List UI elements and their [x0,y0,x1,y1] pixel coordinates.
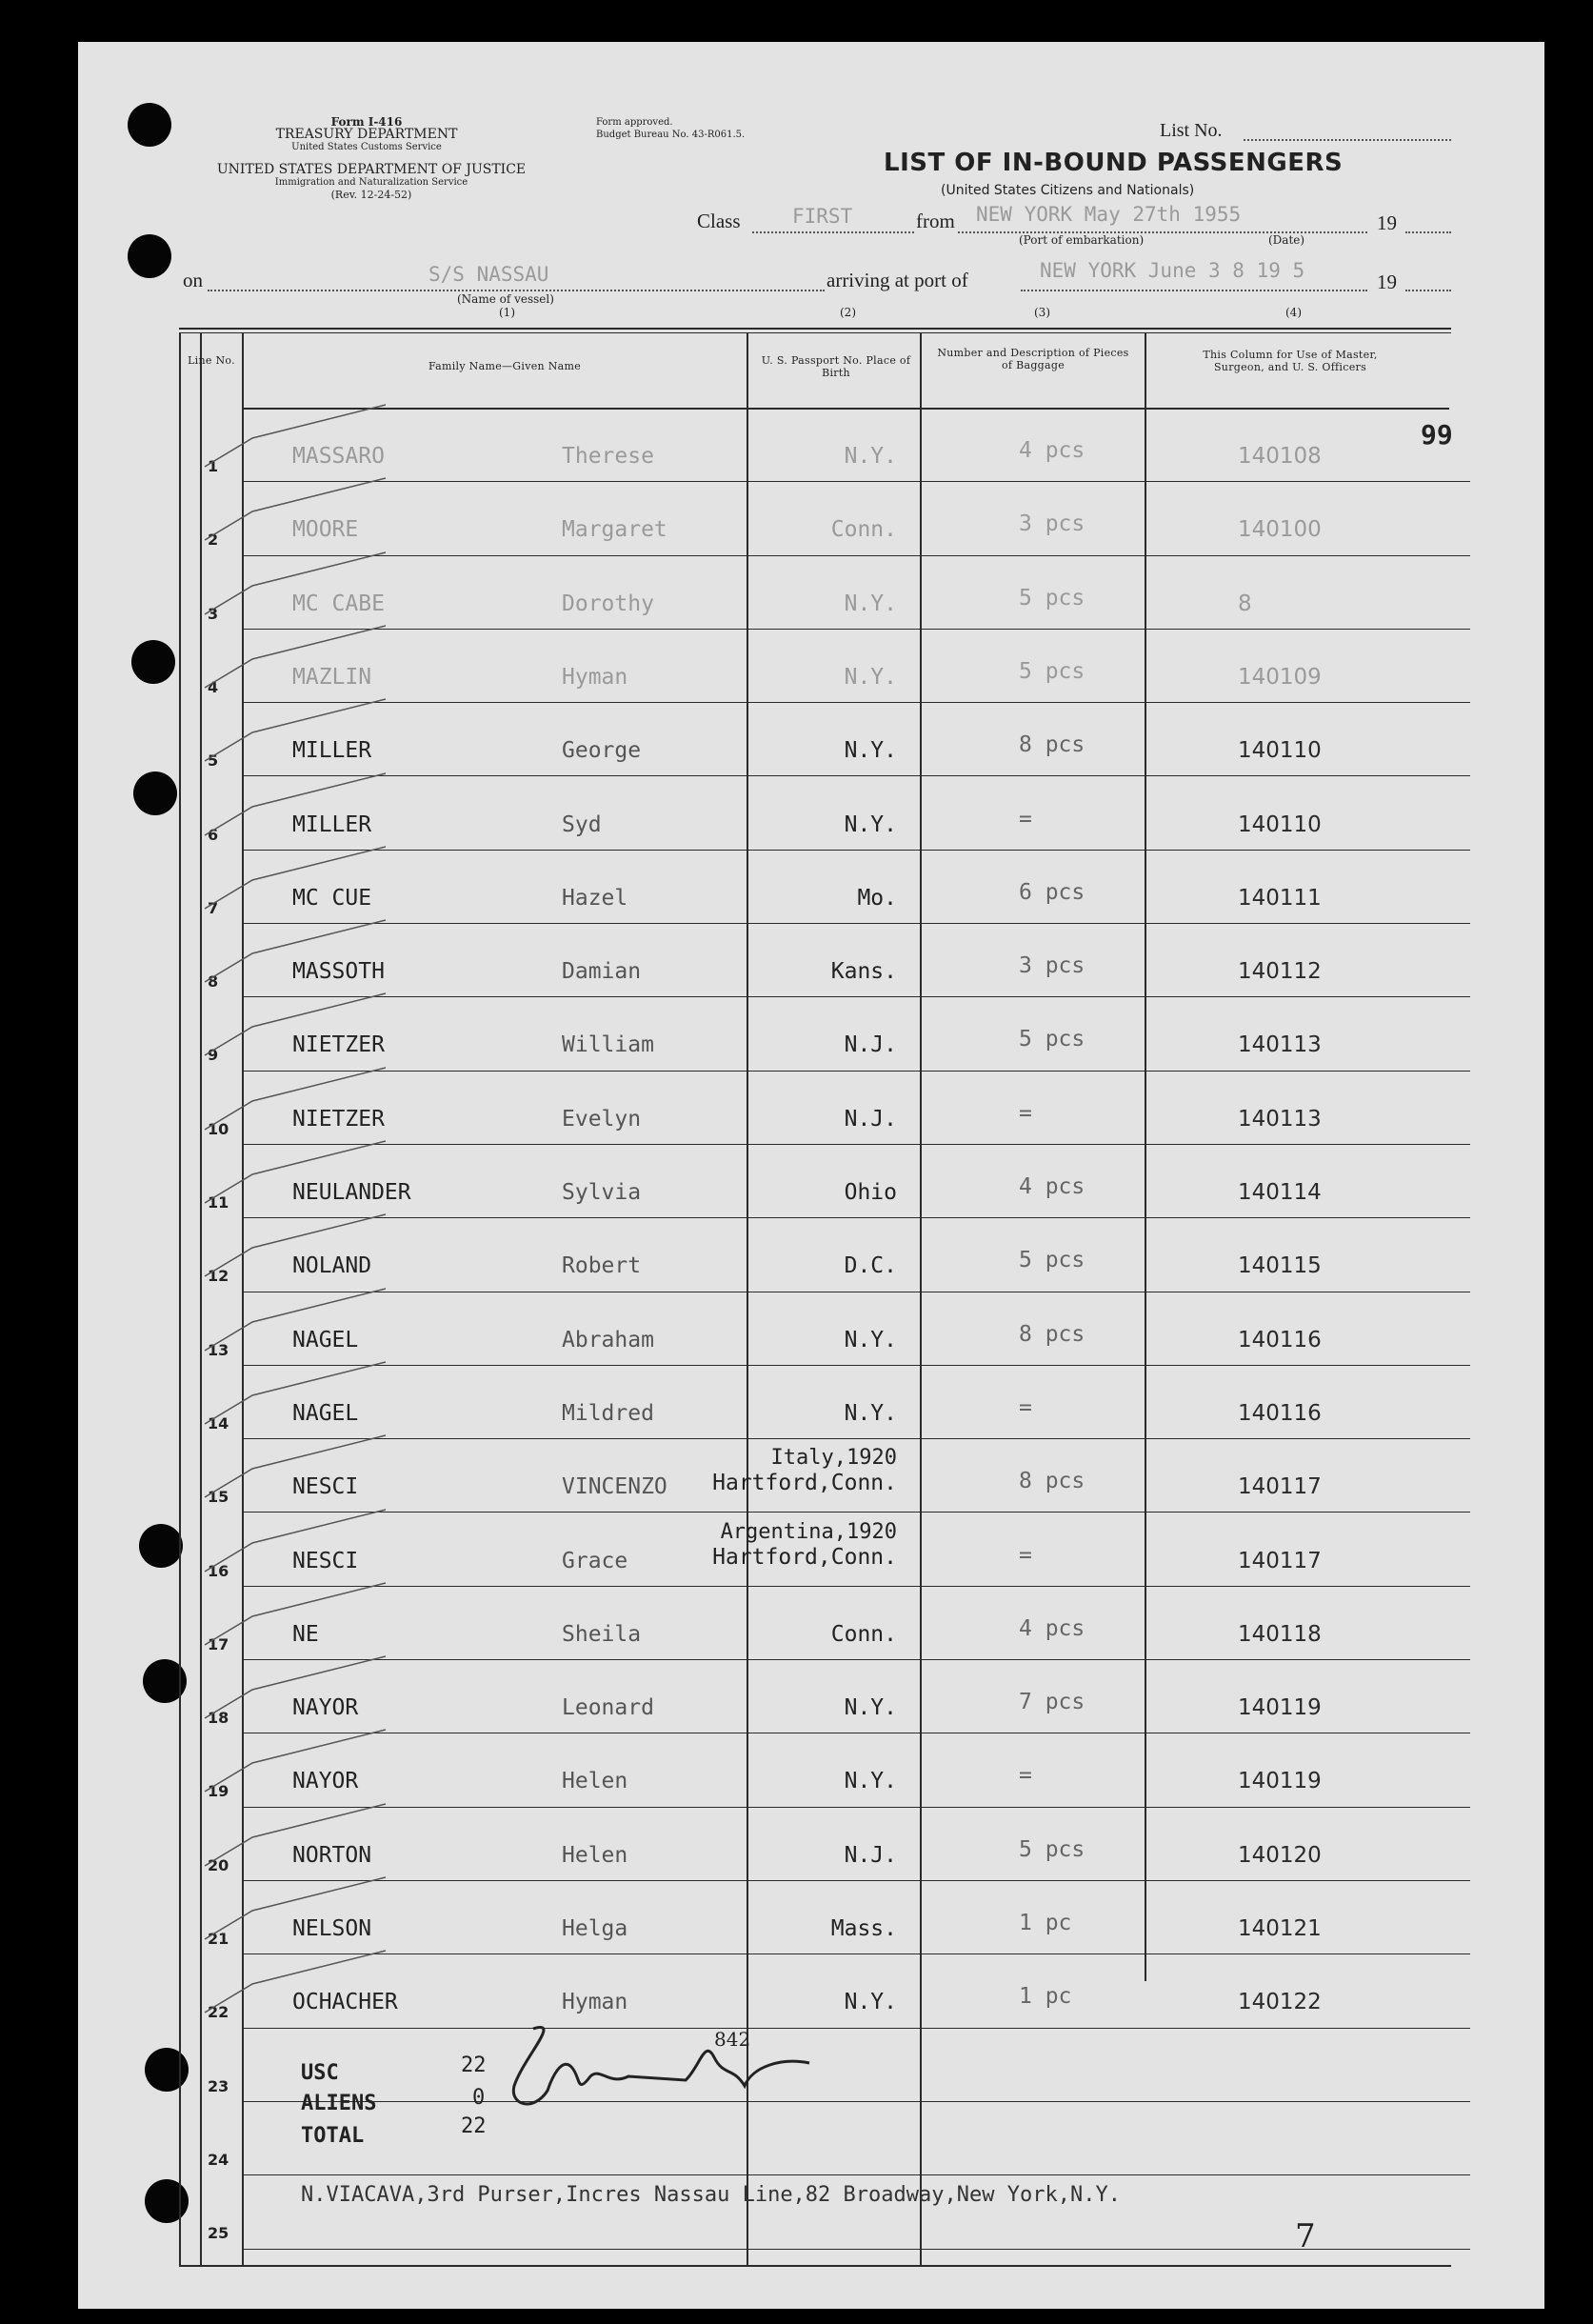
family-name: MILLER [292,811,372,837]
check-mark [195,1284,405,1360]
given-name: Syd [562,811,602,837]
row-rule [242,1071,1470,1072]
given-name: Robert [562,1253,642,1279]
baggage: 8 pcs [1019,732,1085,758]
officer-number: 140114 [1238,1180,1322,1205]
line-number: 14 [208,1413,229,1432]
family-name: NORTON [292,1842,372,1868]
family-name: NESCI [292,1474,359,1500]
usc-label: USC [301,2061,339,2085]
baggage: 3 pcs [1019,953,1085,979]
table-row [0,1440,1593,1513]
birth-place: Ohio [844,1180,897,1205]
birth-place: Mo. [857,885,897,911]
officer-number: 140119 [1238,1695,1322,1721]
baggage: 4 pcs [1019,1174,1085,1199]
line-number: 10 [208,1119,229,1138]
check-mark [195,1505,405,1581]
officer-number: 140110 [1238,811,1322,837]
form-approved: Form approved. [596,117,673,128]
row-rule [242,1144,1470,1145]
row-rule [242,1953,1470,1954]
caption-3: (3) [1034,306,1050,319]
birth-place: Kans. [830,959,897,985]
table-row [0,1809,1593,1882]
page-mark: 99 [1421,419,1453,451]
class-label: Class [697,210,741,232]
given-name: Leonard [562,1695,654,1721]
given-name: Sheila [562,1621,642,1647]
family-name: NAYOR [292,1769,359,1794]
birth-place: N.J. [844,1032,897,1058]
officer-number: 140110 [1238,738,1322,764]
officer-number: 140122 [1238,1990,1322,2015]
page-title: LIST OF IN-BOUND PASSENGERS [884,149,1344,177]
handwritten-signature [495,2000,838,2134]
row-rule [242,996,1470,997]
check-mark [195,1946,405,2022]
given-name: Helga [562,1916,628,1941]
line-number: 8 [208,972,219,992]
birth-place: N.Y. [844,1327,897,1352]
birth-place: Conn. [830,1621,897,1647]
family-name: MILLER [292,738,372,764]
family-name: MC CABE [292,591,385,616]
given-name: VINCENZO [562,1474,667,1500]
line-number: 23 [208,2076,229,2095]
budget-bureau: Budget Bureau No. 43-R061.5. [596,130,746,140]
table-row [0,410,1593,483]
birth-place: Conn. [830,517,897,543]
officer-number: 140116 [1238,1400,1322,1426]
baggage: 5 pcs [1019,1248,1085,1273]
baggage: 4 pcs [1019,1615,1085,1641]
family-name: MAZLIN [292,664,372,690]
baggage: 3 pcs [1019,511,1085,537]
birth-place: Hartford,Conn. [712,1544,897,1570]
given-name: Hyman [562,1990,628,2015]
given-name: Helen [562,1769,628,1794]
row-rule [242,1659,1470,1660]
date-caption: (Date) [1268,233,1305,247]
table-row [0,631,1593,704]
row-rule [242,1512,1470,1513]
row-rule [242,2101,1470,2102]
line-number: 20 [208,1855,229,1874]
col-name: Family Name—Given Name [428,360,582,372]
page-subtitle: (United States Citizens and Nationals) [941,183,1195,198]
row-rule [242,850,1470,851]
check-mark [195,1431,405,1507]
given-name: William [562,1032,654,1058]
row-rule [242,1438,1470,1439]
immigration-service: Immigration and Naturalization Service [274,177,468,188]
purser-footer: N.VIACAVA,3rd Purser,Incres Nassau Line,82 Broadway,New York,N.Y. [301,2183,1121,2207]
arrival-year-suffix: 19 [1377,270,1397,293]
baggage: 5 pcs [1019,658,1085,684]
check-mark [195,548,405,624]
check-mark [195,989,405,1065]
check-mark [195,694,405,771]
officer-number: 140109 [1238,664,1322,690]
family-name: OCHACHER [292,1990,398,2015]
line-number: 9 [208,1046,219,1065]
check-mark [195,473,405,550]
birth-place-origin: Italy,1920 [770,1446,897,1471]
line-number: 13 [208,1340,229,1359]
line-number: 21 [208,1930,229,1948]
given-name: Therese [562,444,654,469]
given-name: Hazel [562,885,628,911]
given-name: Dorothy [562,591,654,616]
birth-place-origin: Argentina,1920 [720,1519,897,1544]
officer-number: 140100 [1238,517,1322,543]
signature-number: 842 [714,2028,751,2051]
check-mark [195,842,405,918]
birth-place: N.Y. [844,738,897,764]
officer-number: 140118 [1238,1621,1322,1647]
row-rule [242,629,1470,630]
table-row [0,1219,1593,1292]
officer-number: 140113 [1238,1106,1322,1132]
baggage: = [1019,1394,1032,1420]
total-value: 22 [461,2114,487,2138]
row-rule [242,1217,1470,1218]
list-no-label: List No. [1160,120,1223,141]
check-mark [195,1873,405,1949]
revision-date: (Rev. 12-24-52) [330,189,412,201]
line-number: 7 [208,898,219,917]
given-name: Grace [562,1548,628,1573]
col-baggage: Number and Description of Pieces of Baggage [937,347,1129,371]
treasury-department: TREASURY DEPARTMENT [275,127,458,142]
line-number: 2 [208,531,219,550]
table-row [0,1146,1593,1219]
baggage: 1 pc [1019,1911,1072,1935]
row-rule [242,1586,1470,1587]
baggage: 1 pc [1019,1984,1072,2010]
check-mark [195,1063,405,1139]
baggage: 5 pcs [1019,1027,1085,1052]
class-value: FIRST [792,205,853,228]
birth-place: N.Y. [844,591,897,616]
vessel-name: S/S NASSAU [428,263,549,286]
table-row [0,1514,1593,1588]
col-officers: This Column for Use of Master, Surgeon, and U. S. Officers [1203,349,1378,373]
family-name: NE [292,1621,319,1647]
aliens-label: ALIENS [301,2092,377,2115]
line-number: 15 [208,1488,229,1507]
given-name: Mildred [562,1400,654,1426]
from-year-suffix: 19 [1377,211,1397,234]
birth-place: N.Y. [844,1990,897,2015]
family-name: NESCI [292,1548,359,1573]
given-name: Sylvia [562,1180,642,1205]
given-name: Hyman [562,664,628,690]
row-rule [242,481,1470,482]
row-rule [242,1880,1470,1881]
birth-place: N.Y. [844,1400,897,1426]
family-name: NIETZER [292,1106,385,1132]
given-name: George [562,738,642,764]
row-rule [242,775,1470,776]
row-rule [242,2249,1470,2250]
family-name: NAGEL [292,1400,359,1426]
usc-value: 22 [461,2054,487,2077]
row-rule [242,2174,1470,2175]
row-rule [242,1365,1470,1366]
officer-number: 140108 [1238,444,1322,469]
family-name: NIETZER [292,1032,385,1058]
table-row [0,998,1593,1072]
line-number: 11 [208,1193,229,1212]
birth-place: N.J. [844,1842,897,1868]
line-number: 17 [208,1634,229,1653]
line-number: 16 [208,1561,229,1580]
check-mark [195,1652,405,1728]
caption-1: (1) [499,306,515,319]
table-row [0,704,1593,777]
from-label: from [916,210,955,232]
check-mark [195,1725,405,1801]
line-number: 19 [208,1782,229,1801]
check-mark [195,1578,405,1654]
table-row [0,1661,1593,1734]
row-rule [242,2028,1470,2029]
baggage: = [1019,1763,1032,1789]
family-name: MASSARO [292,444,385,469]
check-mark [195,400,405,476]
officer-number: 140112 [1238,959,1322,985]
family-name: NAGEL [292,1327,359,1352]
check-mark [195,1210,405,1286]
table-row [0,483,1593,556]
table-row [0,778,1593,851]
birth-place: N.Y. [844,664,897,690]
baggage: 5 pcs [1019,585,1085,611]
line-number: 6 [208,825,219,844]
birth-place: N.J. [844,1106,897,1132]
birth-place: N.Y. [844,1695,897,1721]
birth-place: D.C. [844,1253,897,1279]
aliens-value: 0 [472,2086,486,2110]
officer-number: 140117 [1238,1548,1322,1573]
baggage: 4 pcs [1019,438,1085,463]
baggage: 6 pcs [1019,879,1085,905]
line-number: 3 [208,604,219,623]
port-caption: (Port of embarkation) [1019,233,1145,247]
birth-place: N.Y. [844,444,897,469]
table-row [0,925,1593,998]
given-name: Margaret [562,517,667,543]
corner-mark: 7 [1295,2217,1316,2255]
family-name: NEULANDER [292,1180,411,1205]
line-number: 12 [208,1267,229,1286]
table-row [0,1588,1593,1661]
vessel-caption: (Name of vessel) [457,292,554,306]
birth-place: N.Y. [844,1769,897,1794]
caption-4: (4) [1285,306,1302,319]
col-passport: U. S. Passport No. Place of Birth [761,354,911,379]
col-line-no: Line No. [188,354,235,367]
line-number: 4 [208,677,219,696]
line-number: 1 [208,457,219,475]
baggage: = [1019,1100,1032,1126]
table-row [0,557,1593,631]
officer-number: 140117 [1238,1474,1322,1500]
officer-number: 8 [1238,591,1252,616]
officer-number: 140119 [1238,1769,1322,1794]
line-number: 18 [208,1709,229,1728]
arrival-value: NEW YORK June 3 8 19 5 [1040,259,1305,282]
family-name: MC CUE [292,885,372,911]
family-name: NOLAND [292,1253,372,1279]
table-bottom-rule [179,2265,1451,2267]
table-row [0,851,1593,925]
total-label: TOTAL [301,2124,365,2148]
officer-number: 140115 [1238,1253,1322,1279]
line-number: 22 [208,2003,229,2022]
baggage: 5 pcs [1019,1836,1085,1862]
baggage: = [1019,806,1032,831]
table-row [0,1293,1593,1367]
form-number: Form I-416 [330,115,403,129]
table-row [0,1882,1593,1955]
check-mark [195,1799,405,1875]
officer-number: 140111 [1238,885,1322,911]
baggage: = [1019,1542,1032,1568]
row-rule [242,702,1470,703]
birth-place: N.Y. [844,811,897,837]
caption-2: (2) [840,306,856,319]
birth-place: Mass. [830,1916,897,1941]
given-name: Helen [562,1842,628,1868]
on-label: on [183,269,203,291]
given-name: Damian [562,959,642,985]
check-mark [195,915,405,992]
arriving-label: arriving at port of [826,269,968,291]
family-name: MOORE [292,517,359,543]
baggage: 8 pcs [1019,1321,1085,1347]
family-name: NAYOR [292,1695,359,1721]
table-row [0,1367,1593,1440]
officer-number: 140120 [1238,1842,1322,1868]
row-rule [242,923,1470,924]
check-mark [195,1357,405,1433]
officer-number: 140121 [1238,1916,1322,1941]
given-name: Abraham [562,1327,654,1352]
row-rule [242,555,1470,556]
table-row [0,1734,1593,1808]
justice-department: UNITED STATES DEPARTMENT OF JUSTICE [216,162,527,177]
line-number: 5 [208,751,219,771]
table-row [0,1072,1593,1146]
check-mark [195,621,405,697]
family-name: NELSON [292,1916,372,1941]
family-name: MASSOTH [292,959,385,985]
baggage: 8 pcs [1019,1469,1085,1494]
customs-service: United States Customs Service [291,142,442,152]
line-number: 24 [208,2150,229,2169]
officer-number: 140116 [1238,1327,1322,1352]
given-name: Evelyn [562,1106,642,1132]
from-value: NEW YORK May 27th 1955 [976,203,1242,226]
check-mark [195,769,405,845]
check-mark [195,1136,405,1212]
row-rule [242,1807,1470,1808]
baggage: 7 pcs [1019,1690,1085,1715]
officer-number: 140113 [1238,1032,1322,1058]
line-number: 25 [208,2224,229,2243]
birth-place: Hartford,Conn. [712,1471,897,1496]
